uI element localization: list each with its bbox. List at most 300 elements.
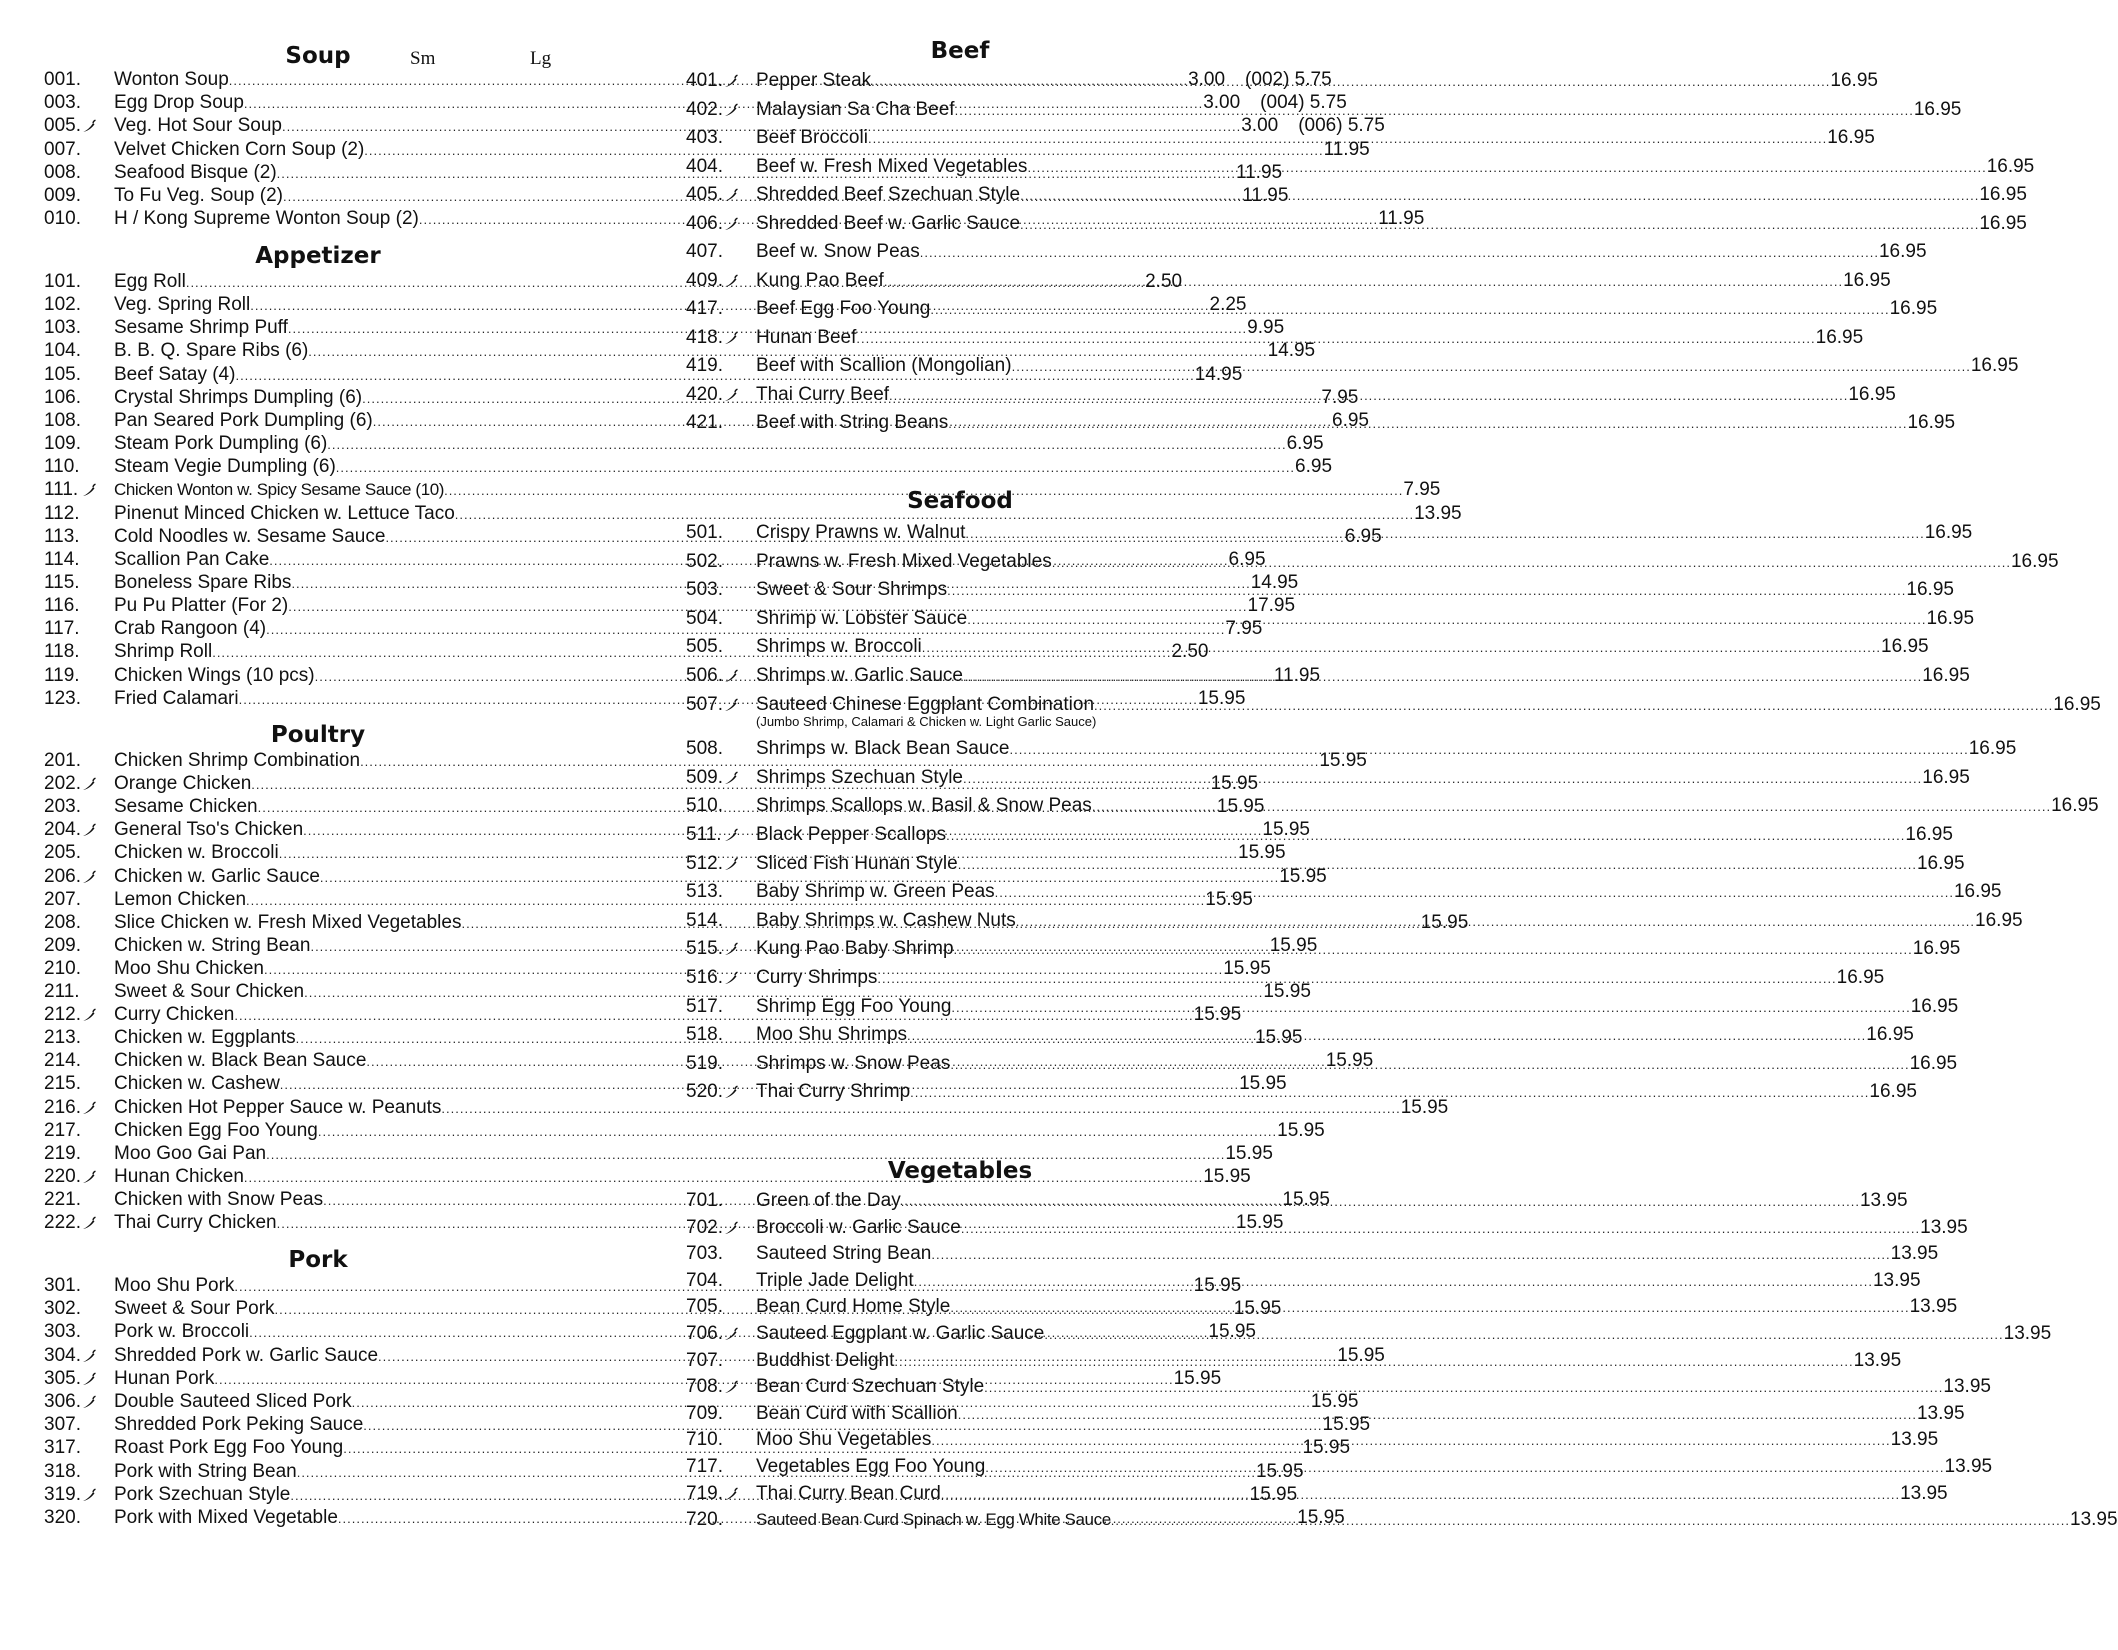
dot-leader <box>963 665 1922 689</box>
item-name: Shrimp Roll <box>114 641 213 663</box>
item-name: Black Pepper Scallops <box>756 824 947 845</box>
item-price: 16.95 <box>1827 127 1875 148</box>
item-number: 417. <box>686 298 723 319</box>
item-line <box>114 865 1327 889</box>
item-name: Sauteed Bean Curd Spinach w. Egg White Sauce <box>756 1510 1111 1530</box>
item-number: 105. <box>44 363 81 385</box>
item-number: 720. <box>686 1509 723 1531</box>
item-number: 402. <box>686 98 723 120</box>
menu-item[interactable] <box>44 1096 1449 1120</box>
item-price: 2.25 <box>1209 294 1247 316</box>
item-name: Boneless Spare Ribs <box>114 571 292 593</box>
item-name: Shrimps w. Black Bean Sauce <box>756 738 1010 760</box>
item-name: Shrimps Szechuan Style <box>756 766 963 788</box>
item-name: Chicken w. String Bean <box>114 934 311 956</box>
menu-item[interactable] <box>686 297 1938 321</box>
dot-leader <box>1012 355 1971 379</box>
dot-leader <box>914 1270 1873 1294</box>
item-name: Hunan Beef <box>756 326 857 348</box>
item-number: 209. <box>44 934 81 956</box>
item-number: 207. <box>44 888 81 910</box>
dot-leader <box>961 1217 1920 1241</box>
item-price: 16.95 <box>1986 155 2035 177</box>
item-number: 518. <box>686 1024 723 1046</box>
item-number: 505. <box>686 636 723 658</box>
item-name: Wonton Soup <box>114 69 229 90</box>
dot-leader <box>1020 184 1979 208</box>
item-number: 305. <box>44 1367 81 1389</box>
item-name: Sesame Chicken <box>114 796 258 818</box>
item-number: 501. <box>686 522 723 543</box>
item-price: 15.95 <box>1255 1460 1304 1482</box>
item-number: 007. <box>44 138 81 160</box>
menu-item[interactable] <box>686 1375 1991 1399</box>
hot-pepper-icon <box>724 1085 738 1099</box>
item-number: 113. <box>44 525 80 547</box>
hot-pepper-icon <box>724 1487 738 1501</box>
item-name: Thai Curry Beef <box>756 383 890 405</box>
item-number: 117. <box>44 618 80 640</box>
item-price: 14.95 <box>1250 571 1299 593</box>
item-number: 203. <box>44 796 81 818</box>
menu-item[interactable] <box>686 240 1927 264</box>
menu-item[interactable] <box>44 502 1462 526</box>
item-name: Beef Broccoli <box>756 127 868 148</box>
menu-item[interactable] <box>686 521 1973 545</box>
item-number: 702. <box>686 1216 723 1238</box>
item-price: 15.95 <box>1262 819 1310 841</box>
item-price: 6.95 <box>1228 548 1266 570</box>
item-name: Beef with Scallion (Mongolian) <box>756 355 1012 376</box>
item-number: 318. <box>44 1460 81 1482</box>
hot-pepper-icon <box>724 388 738 402</box>
menu-item[interactable] <box>44 455 1333 479</box>
dot-leader <box>1009 738 1968 762</box>
item-price: 14.95 <box>1194 363 1243 385</box>
item-number: 111. <box>44 479 79 501</box>
item-price: 16.95 <box>1836 967 1885 988</box>
item-price-small: 3.00 <box>1241 115 1279 137</box>
item-name: To Fu Veg. Soup (2) <box>114 185 283 206</box>
hot-pepper-icon <box>724 274 738 288</box>
item-price: 16.95 <box>1815 326 1864 348</box>
dot-leader <box>967 608 1926 632</box>
item-number: 118. <box>44 641 80 663</box>
item-name: H / Kong Supreme Wonton Soup (2) <box>114 208 419 230</box>
item-number: 215. <box>44 1073 81 1095</box>
item-price: 13.95 <box>1900 1482 1948 1504</box>
dot-leader <box>907 1024 1866 1048</box>
menu-item[interactable] <box>44 138 1370 162</box>
dot-leader <box>868 127 1827 151</box>
item-price: 13.95 <box>1872 1269 1921 1291</box>
item-name: Moo Shu Chicken <box>114 957 264 979</box>
item-name: Green of the Day <box>756 1190 901 1211</box>
item-name: Chicken Wings (10 pcs) <box>114 664 315 686</box>
hot-pepper-icon <box>82 1372 96 1386</box>
hot-pepper-icon <box>724 103 738 117</box>
item-name: Pork Szechuan Style <box>114 1483 291 1505</box>
item-price: 16.95 <box>1910 995 1959 1017</box>
item-name: Fried Calamari <box>114 687 239 709</box>
item-price: 15.95 <box>1400 1096 1449 1118</box>
item-price: 13.95 <box>1909 1296 1958 1318</box>
menu-item[interactable] <box>686 411 1956 435</box>
item-number: 407. <box>686 241 723 262</box>
item-price: 16.95 <box>1922 665 1970 686</box>
hot-pepper-icon <box>82 1395 96 1409</box>
item-name: Shrimp w. Lobster Sauce <box>756 607 968 629</box>
item-number: 217. <box>44 1119 81 1141</box>
item-name: Velvet Chicken Corn Soup (2) <box>114 138 365 160</box>
item-name: Sauteed Chinese Eggplant Combination <box>756 693 1095 715</box>
item-name: Bean Curd Home Style <box>756 1296 951 1318</box>
item-name: Triple Jade Delight <box>756 1269 914 1291</box>
item-name: Baby Shrimps w. Cashew Nuts <box>756 909 1016 931</box>
item-number: 114. <box>44 548 80 570</box>
item-price: 16.95 <box>1916 852 1965 874</box>
hot-pepper-icon <box>82 1008 96 1022</box>
item-name: Chicken with Snow Peas <box>114 1188 324 1210</box>
item-price: 15.95 <box>1233 1298 1282 1320</box>
item-number: 210. <box>44 957 81 979</box>
item-number: 704. <box>686 1269 723 1291</box>
hot-pepper-icon <box>724 971 738 985</box>
item-name: Sweet & Sour Pork <box>114 1298 275 1320</box>
item-name: Chicken w. Garlic Sauce <box>114 865 320 887</box>
item-name: Egg Roll <box>114 271 186 292</box>
beef-section-title: Beef <box>930 38 990 64</box>
dot-leader <box>1052 551 2011 575</box>
item-name: Buddhist Delight <box>756 1349 895 1371</box>
item-price: 15.95 <box>1302 1437 1351 1459</box>
dot-leader <box>947 579 1906 603</box>
item-price: 11.95 <box>1378 208 1425 230</box>
item-line <box>756 635 1929 659</box>
item-line <box>756 354 2019 378</box>
item-name: Beef w. Fresh Mixed Vegetables <box>756 155 1028 177</box>
item-name: Crispy Prawns w. Walnut <box>756 522 966 543</box>
item-price: 16.95 <box>1913 98 1962 120</box>
seafood-section-title: Seafood <box>907 488 1013 514</box>
menu-item[interactable] <box>686 995 1959 1019</box>
item-number: 103. <box>44 317 81 339</box>
item-name: Sweet & Sour Shrimps <box>756 579 948 601</box>
hot-pepper-icon <box>82 1488 96 1502</box>
item-number: 503. <box>686 579 723 601</box>
hot-pepper-icon <box>724 857 738 871</box>
item-line <box>114 432 1324 456</box>
item-number: 719. <box>686 1482 723 1504</box>
item-name: Slice Chicken w. Fresh Mixed Vegetables <box>114 911 462 933</box>
hot-pepper-icon <box>82 1349 96 1363</box>
item-name: Moo Goo Gai Pan <box>114 1142 267 1164</box>
item-price: 14.95 <box>1267 340 1316 362</box>
item-name: Shrimps w. Garlic Sauce <box>756 665 963 686</box>
item-number: 520. <box>686 1081 723 1103</box>
item-number: 708. <box>686 1376 723 1398</box>
item-number: 709. <box>686 1402 723 1424</box>
item-name: Lemon Chicken <box>114 888 247 910</box>
item-name: Beef Satay (4) <box>114 363 236 385</box>
hot-pepper-icon <box>724 669 738 683</box>
item-price: 16.95 <box>1881 636 1929 658</box>
item-price: 15.95 <box>1269 934 1318 956</box>
item-name: Pork with Mixed Vegetable <box>114 1507 338 1528</box>
item-number: 119. <box>44 664 80 686</box>
item-price: 11.95 <box>1273 664 1321 686</box>
item-price: 2.50 <box>1145 271 1183 292</box>
item-number: 112. <box>44 502 80 524</box>
item-name: Veg. Hot Sour Soup <box>114 115 282 137</box>
item-line <box>114 339 1316 363</box>
item-price: 15.95 <box>1263 981 1311 1002</box>
dot-leader <box>941 1483 1900 1507</box>
item-name: B. B. Q. Spare Ribs (6) <box>114 340 309 362</box>
item-price: 15.95 <box>1297 1507 1345 1528</box>
item-name: Chicken w. Broccoli <box>114 842 279 864</box>
item-name: Crystal Shrimps Dumpling (6) <box>114 386 363 408</box>
dot-leader <box>318 1120 1277 1144</box>
item-price-large: (002) 5.75 <box>1245 69 1332 90</box>
item-number: 222. <box>44 1212 81 1233</box>
item-number: 418. <box>686 326 723 348</box>
dot-leader <box>958 1403 1917 1427</box>
dot-leader <box>1092 795 2051 819</box>
hot-pepper-icon <box>82 483 96 497</box>
item-price: 16.95 <box>1975 909 2023 931</box>
item-number: 214. <box>44 1050 81 1072</box>
item-price: 16.95 <box>2010 550 2059 572</box>
hot-pepper-icon <box>724 217 738 231</box>
item-name: Bean Curd Szechuan Style <box>756 1376 985 1398</box>
item-price: 15.95 <box>1205 888 1253 910</box>
item-price: 15.95 <box>1337 1344 1385 1366</box>
dot-leader <box>920 241 1879 265</box>
item-price: 15.95 <box>1216 796 1265 818</box>
item-name: Moo Shu Shrimps <box>756 1024 908 1046</box>
hot-pepper-icon <box>724 74 738 88</box>
item-price: 15.95 <box>1203 1165 1251 1187</box>
dot-leader <box>950 1296 1909 1320</box>
item-name: Sauteed String Bean <box>756 1243 932 1265</box>
item-name: Sweet & Sour Chicken <box>114 981 305 1002</box>
item-number: 208. <box>44 911 81 933</box>
item-price: 11.95 <box>1235 161 1283 183</box>
item-number: 109. <box>44 433 81 455</box>
item-name: Orange Chicken <box>114 773 252 795</box>
item-number: 513. <box>686 881 723 903</box>
menu-item[interactable] <box>44 980 1311 1004</box>
item-number: 510. <box>686 795 723 817</box>
dot-leader <box>931 1429 1890 1453</box>
item-price: 13.95 <box>1943 1376 1991 1398</box>
item-number: 701. <box>686 1190 723 1211</box>
menu-item[interactable] <box>686 269 1891 293</box>
item-number: 717. <box>686 1456 723 1477</box>
item-number: 706. <box>686 1323 723 1344</box>
item-line <box>756 521 1973 545</box>
dot-leader <box>901 1190 1860 1214</box>
item-number: 220. <box>44 1165 81 1187</box>
item-name: Pork with String Bean <box>114 1460 297 1482</box>
dot-leader <box>889 384 1848 408</box>
item-number: 003. <box>44 92 81 114</box>
item-name: Shrimps Scallops w. Basil & Snow Peas <box>756 795 1092 817</box>
item-price: 16.95 <box>1866 1024 1914 1046</box>
item-name: Chicken Shrimp Combination <box>114 750 361 771</box>
item-number: 406. <box>686 212 723 234</box>
item-number: 514. <box>686 909 723 931</box>
item-name: Seafood Bisque (2) <box>114 161 277 183</box>
item-price: 16.95 <box>1924 522 1973 543</box>
item-price: 15.95 <box>1208 1321 1256 1343</box>
item-number: 302. <box>44 1298 81 1320</box>
item-price: 16.95 <box>1968 738 2017 760</box>
item-name: Shredded Beef Szechuan Style <box>756 184 1021 205</box>
item-number: 420. <box>686 383 723 405</box>
item-number: 206. <box>44 865 81 887</box>
item-number: 409. <box>686 269 723 291</box>
menu-item[interactable] <box>44 865 1327 889</box>
item-name: Shrimps w. Broccoli <box>756 636 922 658</box>
item-name: Sesame Shrimp Puff <box>114 317 288 339</box>
vegetables-section-title: Vegetables <box>887 1158 1033 1184</box>
hot-pepper-icon <box>724 188 738 202</box>
menu-item[interactable] <box>44 339 1316 363</box>
item-price: 13.95 <box>1890 1243 1939 1265</box>
item-number: 212. <box>44 1004 81 1026</box>
dot-leader <box>931 1243 1890 1267</box>
item-line <box>756 240 1927 264</box>
dot-leader <box>946 824 1905 848</box>
item-price: 16.95 <box>1848 383 1896 405</box>
item-name: Pu Pu Platter (For 2) <box>114 595 289 617</box>
item-price: 15.95 <box>1254 1027 1303 1049</box>
item-price: 13.95 <box>1414 502 1462 524</box>
item-price: 15.95 <box>1197 687 1246 709</box>
menu-item[interactable] <box>686 1242 1939 1266</box>
menu-item[interactable] <box>44 432 1324 456</box>
item-price: 16.95 <box>1953 881 2002 903</box>
menu-item[interactable] <box>686 635 1929 659</box>
hot-pepper-icon <box>82 1170 96 1184</box>
dot-leader <box>1044 1323 2003 1347</box>
hot-pepper-icon <box>82 777 96 791</box>
item-number: 710. <box>686 1429 723 1451</box>
item-number: 517. <box>686 995 723 1017</box>
menu-item[interactable] <box>44 1119 1325 1143</box>
item-number: 516. <box>686 967 723 988</box>
item-number: 405. <box>686 184 723 205</box>
item-number: 404. <box>686 155 723 177</box>
item-name: Crab Rangoon (4) <box>114 618 267 640</box>
item-line <box>114 1119 1325 1143</box>
dot-leader <box>930 298 1889 322</box>
dot-leader <box>856 327 1815 351</box>
item-name: Pork w. Broccoli <box>114 1321 250 1343</box>
item-number: 319. <box>44 1483 81 1505</box>
item-number: 108. <box>44 409 81 431</box>
item-price-large: (004) 5.75 <box>1260 92 1347 114</box>
large-size-header: Lg <box>530 48 552 69</box>
hot-pepper-icon <box>724 771 738 785</box>
item-number: 508. <box>686 738 723 760</box>
item-number: 504. <box>686 607 723 629</box>
item-price: 6.95 <box>1344 525 1382 547</box>
menu-item[interactable] <box>686 1322 2052 1346</box>
item-number: 306. <box>44 1391 81 1412</box>
hot-pepper-icon <box>82 1101 96 1115</box>
item-price: 15.95 <box>1223 957 1271 979</box>
item-name: Broccoli w. Garlic Sauce <box>756 1216 961 1238</box>
item-number: 001. <box>44 69 81 90</box>
item-price: 16.95 <box>2051 795 2099 817</box>
item-price: 6.95 <box>1286 433 1324 455</box>
dot-leader <box>1111 1509 2070 1533</box>
item-price: 13.95 <box>1853 1349 1902 1371</box>
item-price: 6.95 <box>1332 409 1369 431</box>
item-price: 16.95 <box>1909 1052 1958 1074</box>
item-number: 303. <box>44 1321 81 1343</box>
item-price: 15.95 <box>1193 1275 1242 1296</box>
small-size-header: Sm <box>410 48 436 69</box>
item-price: 16.95 <box>1843 269 1891 291</box>
item-name: Chicken Hot Pepper Sauce w. Peanuts <box>114 1096 442 1118</box>
item-name: Kung Pao Beef <box>756 269 884 291</box>
item-number: 304. <box>44 1344 81 1366</box>
dot-leader <box>954 938 1913 962</box>
item-line <box>114 1142 1273 1166</box>
dot-leader <box>336 456 1295 480</box>
item-price: 15.95 <box>1193 1004 1242 1026</box>
item-name: Roast Pork Egg Foo Young <box>114 1437 344 1459</box>
dot-leader <box>995 881 1954 905</box>
item-name: Steam Vegie Dumpling (6) <box>114 456 336 478</box>
dot-leader <box>984 1376 1943 1400</box>
item-name: Malaysian Sa Cha Beef <box>756 98 955 120</box>
menu-item[interactable] <box>44 1142 1273 1166</box>
item-name: Chicken Wonton w. Spicy Sesame Sauce (10) <box>114 480 445 500</box>
item-number: 307. <box>44 1414 81 1436</box>
menu-item[interactable] <box>686 550 2059 574</box>
dot-leader <box>951 996 1910 1020</box>
hot-pepper-icon <box>82 1216 96 1230</box>
item-price: 16.95 <box>1912 938 1961 960</box>
item-name: Shrimps w. Snow Peas <box>756 1052 951 1074</box>
item-number: 010. <box>44 208 81 230</box>
item-number: 519. <box>686 1052 723 1074</box>
item-price-large: (006) 5.75 <box>1298 115 1385 137</box>
menu-item[interactable] <box>686 354 2019 378</box>
item-name: Moo Shu Vegetables <box>756 1429 932 1451</box>
item-number: 211. <box>44 981 80 1002</box>
item-name: Pan Seared Pork Dumpling (6) <box>114 409 373 431</box>
item-number: 106. <box>44 386 81 408</box>
item-price: 16.95 <box>1970 355 2019 376</box>
item-name: Shredded Pork w. Garlic Sauce <box>114 1344 379 1366</box>
dot-leader <box>922 636 1881 660</box>
item-line <box>756 297 1938 321</box>
item-price: 16.95 <box>1878 241 1927 262</box>
hot-pepper-icon <box>82 823 96 837</box>
menu-item[interactable] <box>686 1269 1921 1293</box>
item-name: Chicken w. Cashew <box>114 1073 280 1095</box>
item-price: 16.95 <box>1906 579 1954 601</box>
item-price: 15.95 <box>1210 773 1259 795</box>
item-line <box>114 502 1462 526</box>
item-number: 221. <box>44 1188 81 1210</box>
